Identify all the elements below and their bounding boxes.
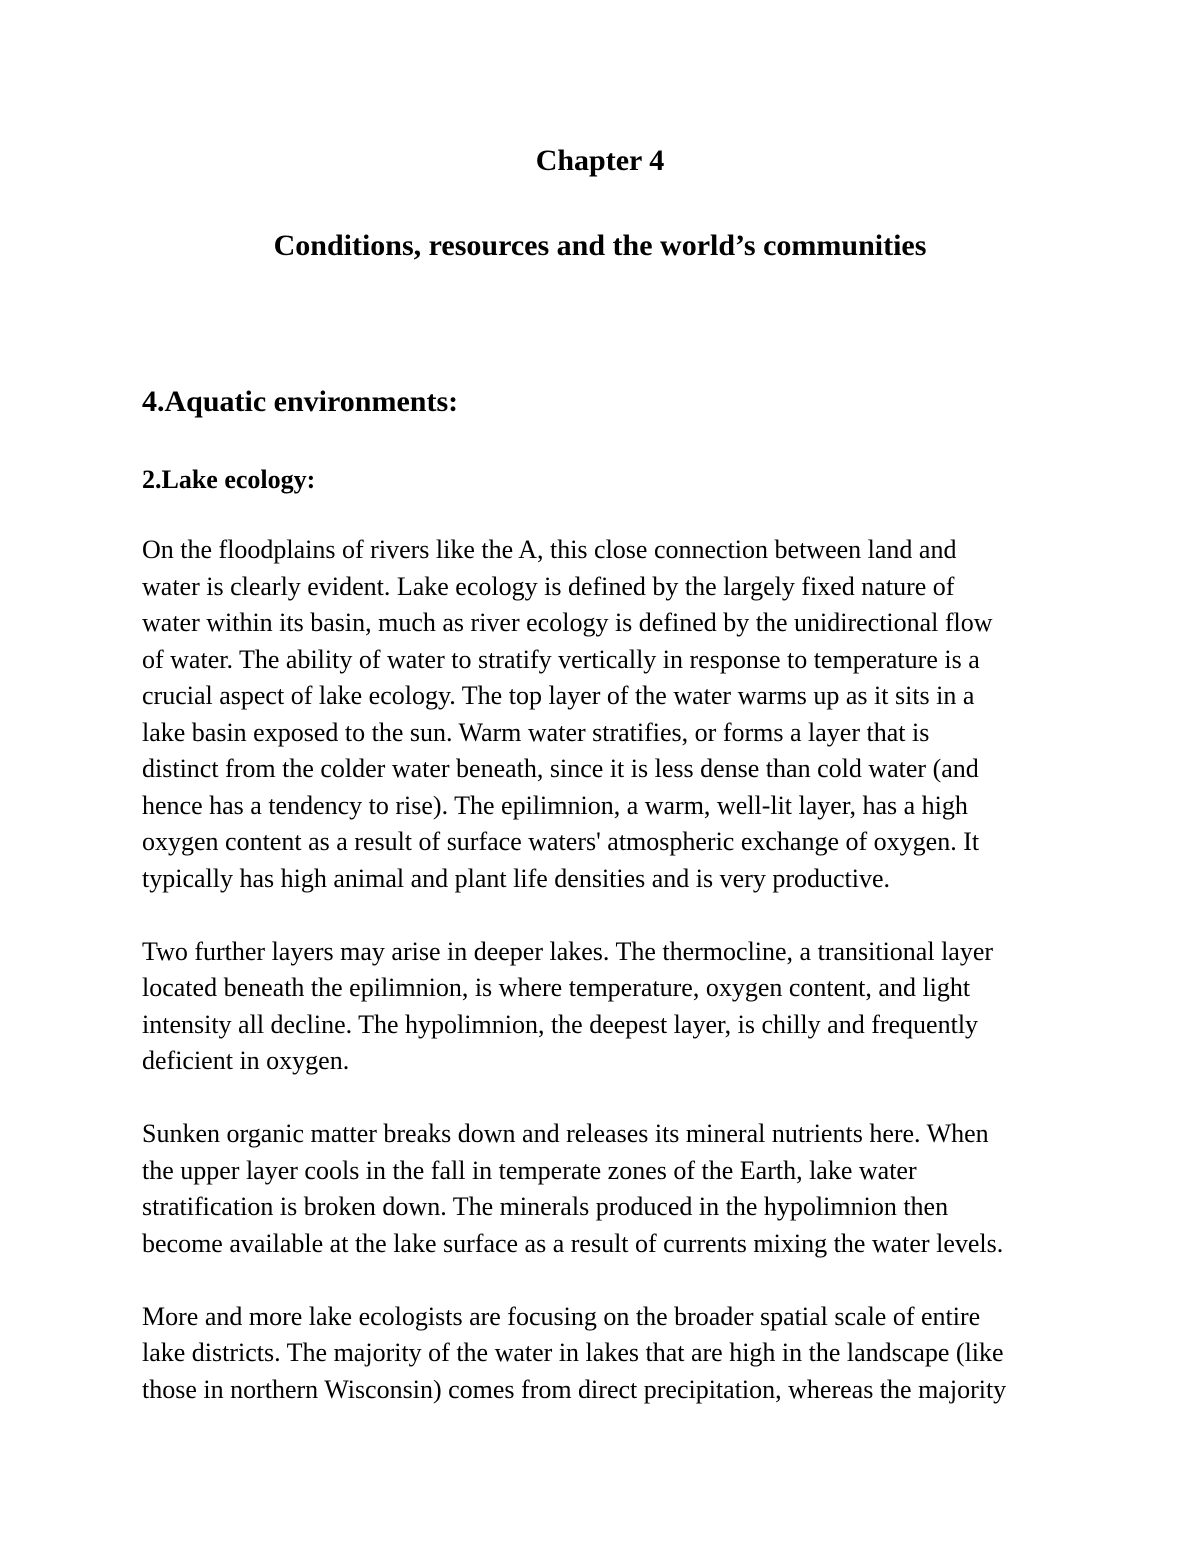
section-heading: 4.Aquatic environments: xyxy=(142,385,459,418)
text-line: those in northern Wisconsin) comes from direct precipitation, whereas the majority xyxy=(142,1374,1007,1404)
paragraph-deeper-layers xyxy=(142,934,1072,1080)
text-line: the upper layer cools in the fall in temperate zones of the Earth, lake water xyxy=(142,1155,917,1185)
text-line: water is clearly evident. Lake ecology is defined by the largely fixed nature of xyxy=(142,571,955,601)
text-line: deficient in oxygen. xyxy=(142,1046,350,1075)
paragraph-lake-districts xyxy=(142,1299,1072,1409)
text-line: stratification is broken down. The minerals produced in the hypolimnion then xyxy=(142,1192,949,1221)
paragraph-lake-stratification xyxy=(142,532,1072,897)
text-line: intensity all decline. The hypolimnion, the deepest layer, is chilly and frequently xyxy=(142,1009,979,1039)
text-line: lake basin exposed to the sun. Warm water stratifies, or forms a layer that is xyxy=(142,717,930,747)
text-line: typically has high animal and plant life densities and is very productive. xyxy=(142,863,891,893)
text-line: More and more lake ecologists are focusing on the broader spatial scale of entire xyxy=(142,1301,981,1331)
text-line: become available at the lake surface as a result of currents mixing the water levels. xyxy=(142,1228,1004,1258)
text-line: crucial aspect of lake ecology. The top layer of the water warms up as it sits in a xyxy=(142,681,975,710)
text-line: Sunken organic matter breaks down and releases its mineral nutrients here. When xyxy=(142,1119,989,1148)
text-line: oxygen content as a result of surface waters' atmospheric exchange of oxygen. It xyxy=(142,827,980,856)
text-line: located beneath the epilimnion, is where temperature, oxygen content, and light xyxy=(142,973,971,1002)
text-line: hence has a tendency to rise). The epilimnion, a warm, well-lit layer, has a high xyxy=(142,790,968,820)
text-line: distinct from the colder water beneath, since it is less dense than cold water (and xyxy=(142,754,979,783)
text-line: Two further layers may arise in deeper lakes. The thermocline, a transitional layer xyxy=(142,936,994,966)
chapter-label: Chapter 4 xyxy=(535,144,665,177)
text-line: water within its basin, much as river ecology is defined by the unidirectional flow xyxy=(142,608,993,637)
subsection-heading: 2.Lake ecology: xyxy=(142,465,316,494)
body-text xyxy=(142,532,1072,1445)
text-line: of water. The ability of water to stratify vertically in response to temperature is a xyxy=(142,644,980,674)
text-line: On the floodplains of rivers like the A, this close connection between land and xyxy=(142,535,957,564)
chapter-title: Conditions, resources and the world’s communities xyxy=(273,229,927,262)
paragraph-nutrient-mixing xyxy=(142,1116,1072,1262)
text-line: lake districts. The majority of the water in lakes that are high in the landscape (like xyxy=(142,1338,1004,1367)
